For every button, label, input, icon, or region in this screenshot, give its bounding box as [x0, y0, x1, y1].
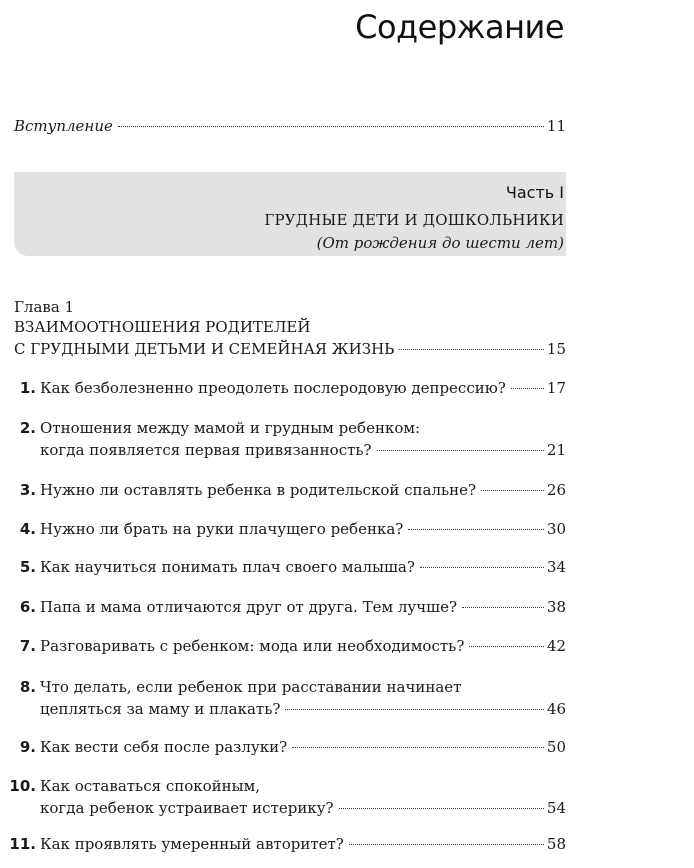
leader-dots [408, 529, 544, 530]
toc-entry-page: 11 [546, 117, 566, 135]
toc-item-number: 4. [19, 520, 36, 538]
toc-item-number: 8. [19, 678, 36, 696]
leader-dots [511, 388, 544, 389]
toc-entry-intro[interactable] [14, 116, 566, 136]
leader-dots [469, 646, 544, 647]
toc-item-page: 34 [546, 558, 566, 576]
toc-item-text: Отношения между мамой и грудным ребенком: [40, 419, 421, 437]
toc-item[interactable] [40, 557, 566, 577]
toc-item-text: Как вести себя после разлуки? [40, 738, 288, 756]
toc-item-number: 9. [19, 738, 36, 756]
toc-item-number: 1. [19, 379, 36, 397]
toc-item-text: Как безболезненно преодолеть послеродовую депрессию? [40, 379, 506, 397]
toc-item-number: 6. [19, 598, 36, 616]
toc-item-text: когда ребенок устраивает истерику? [40, 799, 334, 817]
toc-entry-chapter[interactable] [14, 339, 566, 359]
toc-item-page: 54 [546, 799, 566, 817]
toc-item-text: когда появляется первая привязанность? [40, 441, 372, 459]
toc-item-page: 58 [546, 835, 566, 853]
toc-item-text: Папа и мама отличаются друг от друга. Тем лучше? [40, 598, 458, 616]
toc-item-text: цепляться за маму и плакать? [40, 700, 281, 718]
toc-item-page: 21 [546, 441, 566, 459]
leader-dots [339, 808, 544, 809]
toc-item-number: 3. [19, 481, 36, 499]
toc-item-text: Как проявлять умеренный авторитет? [40, 835, 344, 853]
toc-item-page: 38 [546, 598, 566, 616]
leader-dots [399, 349, 544, 350]
toc-item-text: Как научиться понимать плач своего малыша? [40, 558, 415, 576]
toc-item[interactable] [40, 798, 566, 818]
page-title: Содержание [355, 8, 564, 46]
toc-item[interactable] [40, 480, 566, 500]
toc-item-number: 2. [19, 419, 36, 437]
toc-item[interactable] [40, 737, 566, 757]
toc-item-page: 26 [546, 481, 566, 499]
toc-item-text: Как оставаться спокойным, [40, 777, 261, 795]
toc-item-number: 11. [9, 835, 36, 853]
leader-dots [420, 567, 544, 568]
toc-item-number: 5. [19, 558, 36, 576]
leader-dots [349, 844, 544, 845]
part-subtitle: (От рождения до шести лет) [316, 234, 564, 252]
chapter-title-line2: С ГРУДНЫМИ ДЕТЬМИ И СЕМЕЙНАЯ ЖИЗНЬ [14, 340, 395, 358]
toc-item[interactable] [40, 699, 566, 719]
toc-item[interactable] [40, 834, 566, 854]
part-label: Часть I [505, 183, 564, 202]
toc-item-number: 10. [9, 777, 36, 795]
toc-item[interactable] [40, 636, 566, 656]
leader-dots [462, 607, 544, 608]
chapter-label: Глава 1 [14, 298, 75, 316]
toc-item[interactable] [40, 378, 566, 398]
toc-item-text: Нужно ли брать на руки плачущего ребенка? [40, 520, 404, 538]
leader-dots [481, 490, 544, 491]
toc-item-page: 30 [546, 520, 566, 538]
leader-dots [285, 709, 543, 710]
part-title: ГРУДНЫЕ ДЕТИ И ДОШКОЛЬНИКИ [264, 211, 564, 229]
toc-item[interactable] [40, 519, 566, 539]
toc-item-text: Нужно ли оставлять ребенка в родительской спальне? [40, 481, 477, 499]
toc-item-text: Что делать, если ребенок при расставании начинает [40, 678, 462, 696]
toc-item-page: 50 [546, 738, 566, 756]
chapter-title-line1: ВЗАИМООТНОШЕНИЯ РОДИТЕЛЕЙ [14, 318, 311, 336]
toc-item[interactable] [40, 440, 566, 460]
toc-entry-page: 15 [546, 340, 566, 358]
toc-item[interactable] [40, 597, 566, 617]
leader-dots [377, 450, 544, 451]
leader-dots [292, 747, 544, 748]
toc-item-number: 7. [19, 637, 36, 655]
toc-entry-text: Вступление [14, 117, 113, 135]
toc-item-page: 42 [546, 637, 566, 655]
toc-item-page: 46 [546, 700, 566, 718]
toc-item-page: 17 [546, 379, 566, 397]
toc-item-text: Разговаривать с ребенком: мода или необходимость? [40, 637, 465, 655]
leader-dots [118, 126, 544, 127]
